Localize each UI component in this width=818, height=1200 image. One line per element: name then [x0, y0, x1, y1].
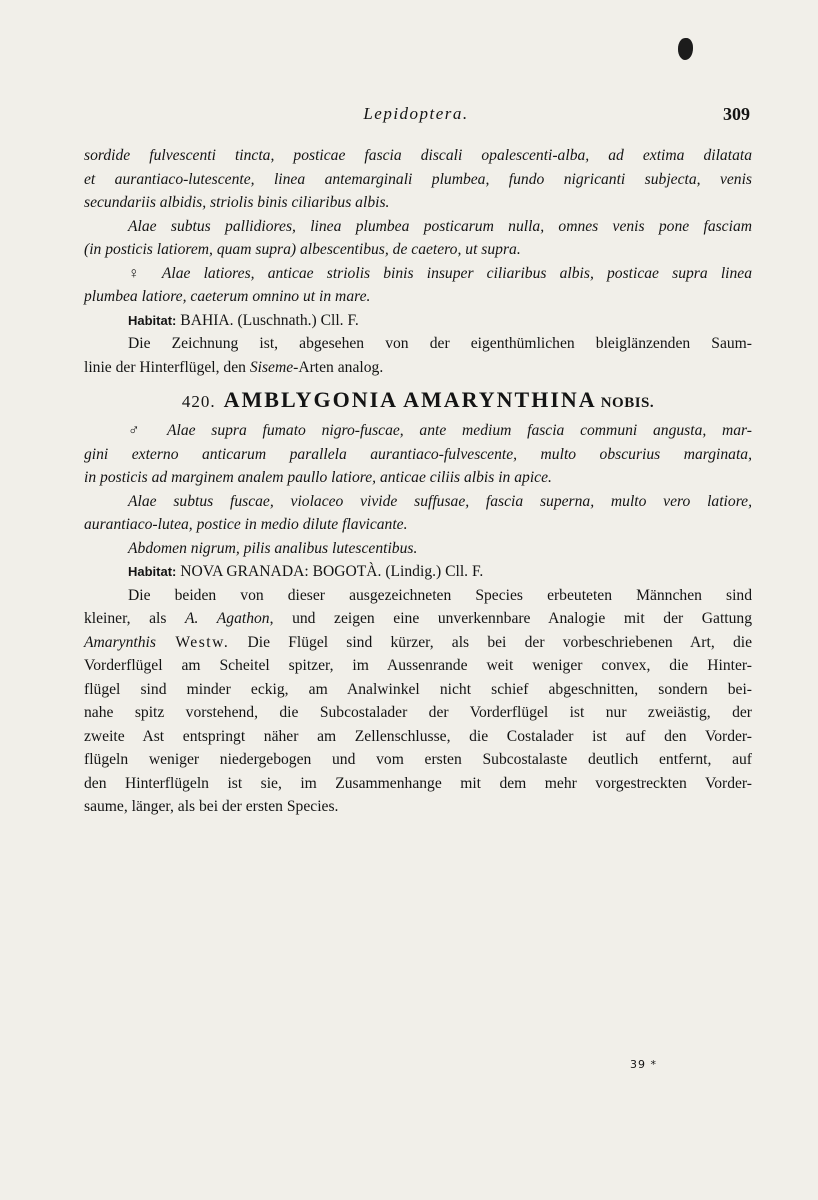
text-line: ♀ Alae latiores, anticae striolis binis insuper ciliaribus albis, posticae supra linea [128, 264, 752, 282]
text-line: in posticis ad marginem analem paullo latiore, anticae ciliis albis in apice. [84, 469, 552, 486]
running-title: Lepidoptera. [363, 104, 469, 123]
text-line [84, 356, 752, 380]
text-line: Die beiden von dieser ausgezeichneten Species erbeuteten Männchen sind [128, 586, 752, 604]
text-line: gini externo anticarum parallela aurantiaco-fulvescente, multo obscurius marginata, [84, 445, 752, 463]
author-name: Westw. [155, 633, 230, 651]
habitat-label: Habitat: [128, 312, 177, 328]
text-line: zweite Ast entspringt näher am Zellenschlusse, die Costalader ist auf den Vorder- [84, 727, 752, 745]
text-line: nahe spitz vorstehend, die Subcostalader der Vorderflügel ist nur zweiästig, der [84, 704, 752, 721]
running-header [82, 104, 750, 134]
text-span: , und zeigen eine unverkennbare Analogie mit der Gattung [269, 610, 752, 627]
habitat-line [84, 309, 752, 333]
page-number: 309 [723, 104, 750, 124]
genus-name: Amarynthis [84, 633, 156, 651]
ink-blot [678, 38, 693, 60]
habitat-text: NOVA GRANADA: BOGOTÀ. (Lindig.) Cll. F. [180, 563, 484, 580]
habitat-line [84, 560, 752, 584]
text-line: (in posticis latiorem, quam supra) albescentibus, de caetero, ut supra. [84, 241, 521, 258]
species-heading [84, 383, 752, 417]
text-span: -Arten analog. [293, 358, 384, 376]
species-ref: A. Agathon [185, 610, 270, 627]
text-span: linie der Hinterflügel, den [84, 358, 250, 376]
habitat-text: BAHIA. (Luschnath.) Cll. F. [180, 311, 359, 329]
text-span: kleiner, als [84, 610, 186, 627]
text-line: Die Zeichnung ist, abgesehen von der eigenthümlichen bleiglänzenden Saum- [128, 335, 752, 352]
text-line: secundariis albidis, striolis binis ciliaribus albis. [84, 194, 390, 211]
text-span: Die Flügel sind kürzer, als bei der vorbeschriebenen Art, die [229, 633, 752, 651]
habitat-label: Habitat: [128, 564, 177, 579]
body-text [84, 144, 752, 819]
text-line: flügeln weniger niedergebogen und vom ersten Subcostalaste deutlich entfernt, auf [84, 751, 752, 768]
text-line: den Hinterflügeln ist sie, im Zusammenhange mit dem mehr vorgestreckten Vorder- [84, 774, 752, 792]
species-number: 420. [181, 392, 216, 411]
text-line: aurantiaco-lutea, postice in medio dilute flavicante. [84, 516, 408, 533]
text-line: Vorderflügel am Scheitel spitzer, im Aussenrande weit weniger convex, die Hinter- [84, 657, 752, 674]
species-name: AMBLYGONIA AMARYNTHINA [223, 387, 597, 412]
text-line: Alae subtus pallidiores, linea plumbea posticarum nulla, omnes venis pone fasciam [128, 217, 752, 235]
genus-name: Siseme [249, 358, 294, 376]
text-line: Alae subtus fuscae, violaceo vivide suffusae, fascia superna, multo vero latiore, [128, 492, 752, 510]
species-author: NOBIS. [600, 395, 655, 411]
printer-signature: 39 * [630, 1058, 657, 1071]
text-line: flügel sind minder eckig, am Analwinkel nicht schief abgeschnitten, sondern bei- [84, 680, 752, 698]
text-line: plumbea latiore, caeterum omnino ut in mare. [84, 288, 371, 305]
text-line: ♂ Alae supra fumato nigro-fuscae, ante medium fascia communi angusta, mar- [128, 422, 752, 439]
text-line: Abdomen nigrum, pilis analibus lutescentibus. [128, 539, 418, 557]
text-line: et aurantiaco-lutescente, linea antemarginali plumbea, fundo nigricanti subjecta, venis [84, 170, 752, 188]
text-line: sordide fulvescenti tincta, posticae fascia discali opalescenti-alba, ad extima dilatata [84, 147, 752, 164]
text-line [84, 631, 752, 655]
text-line: saume, länger, als bei der ersten Species. [84, 798, 339, 815]
text-line [84, 607, 752, 631]
